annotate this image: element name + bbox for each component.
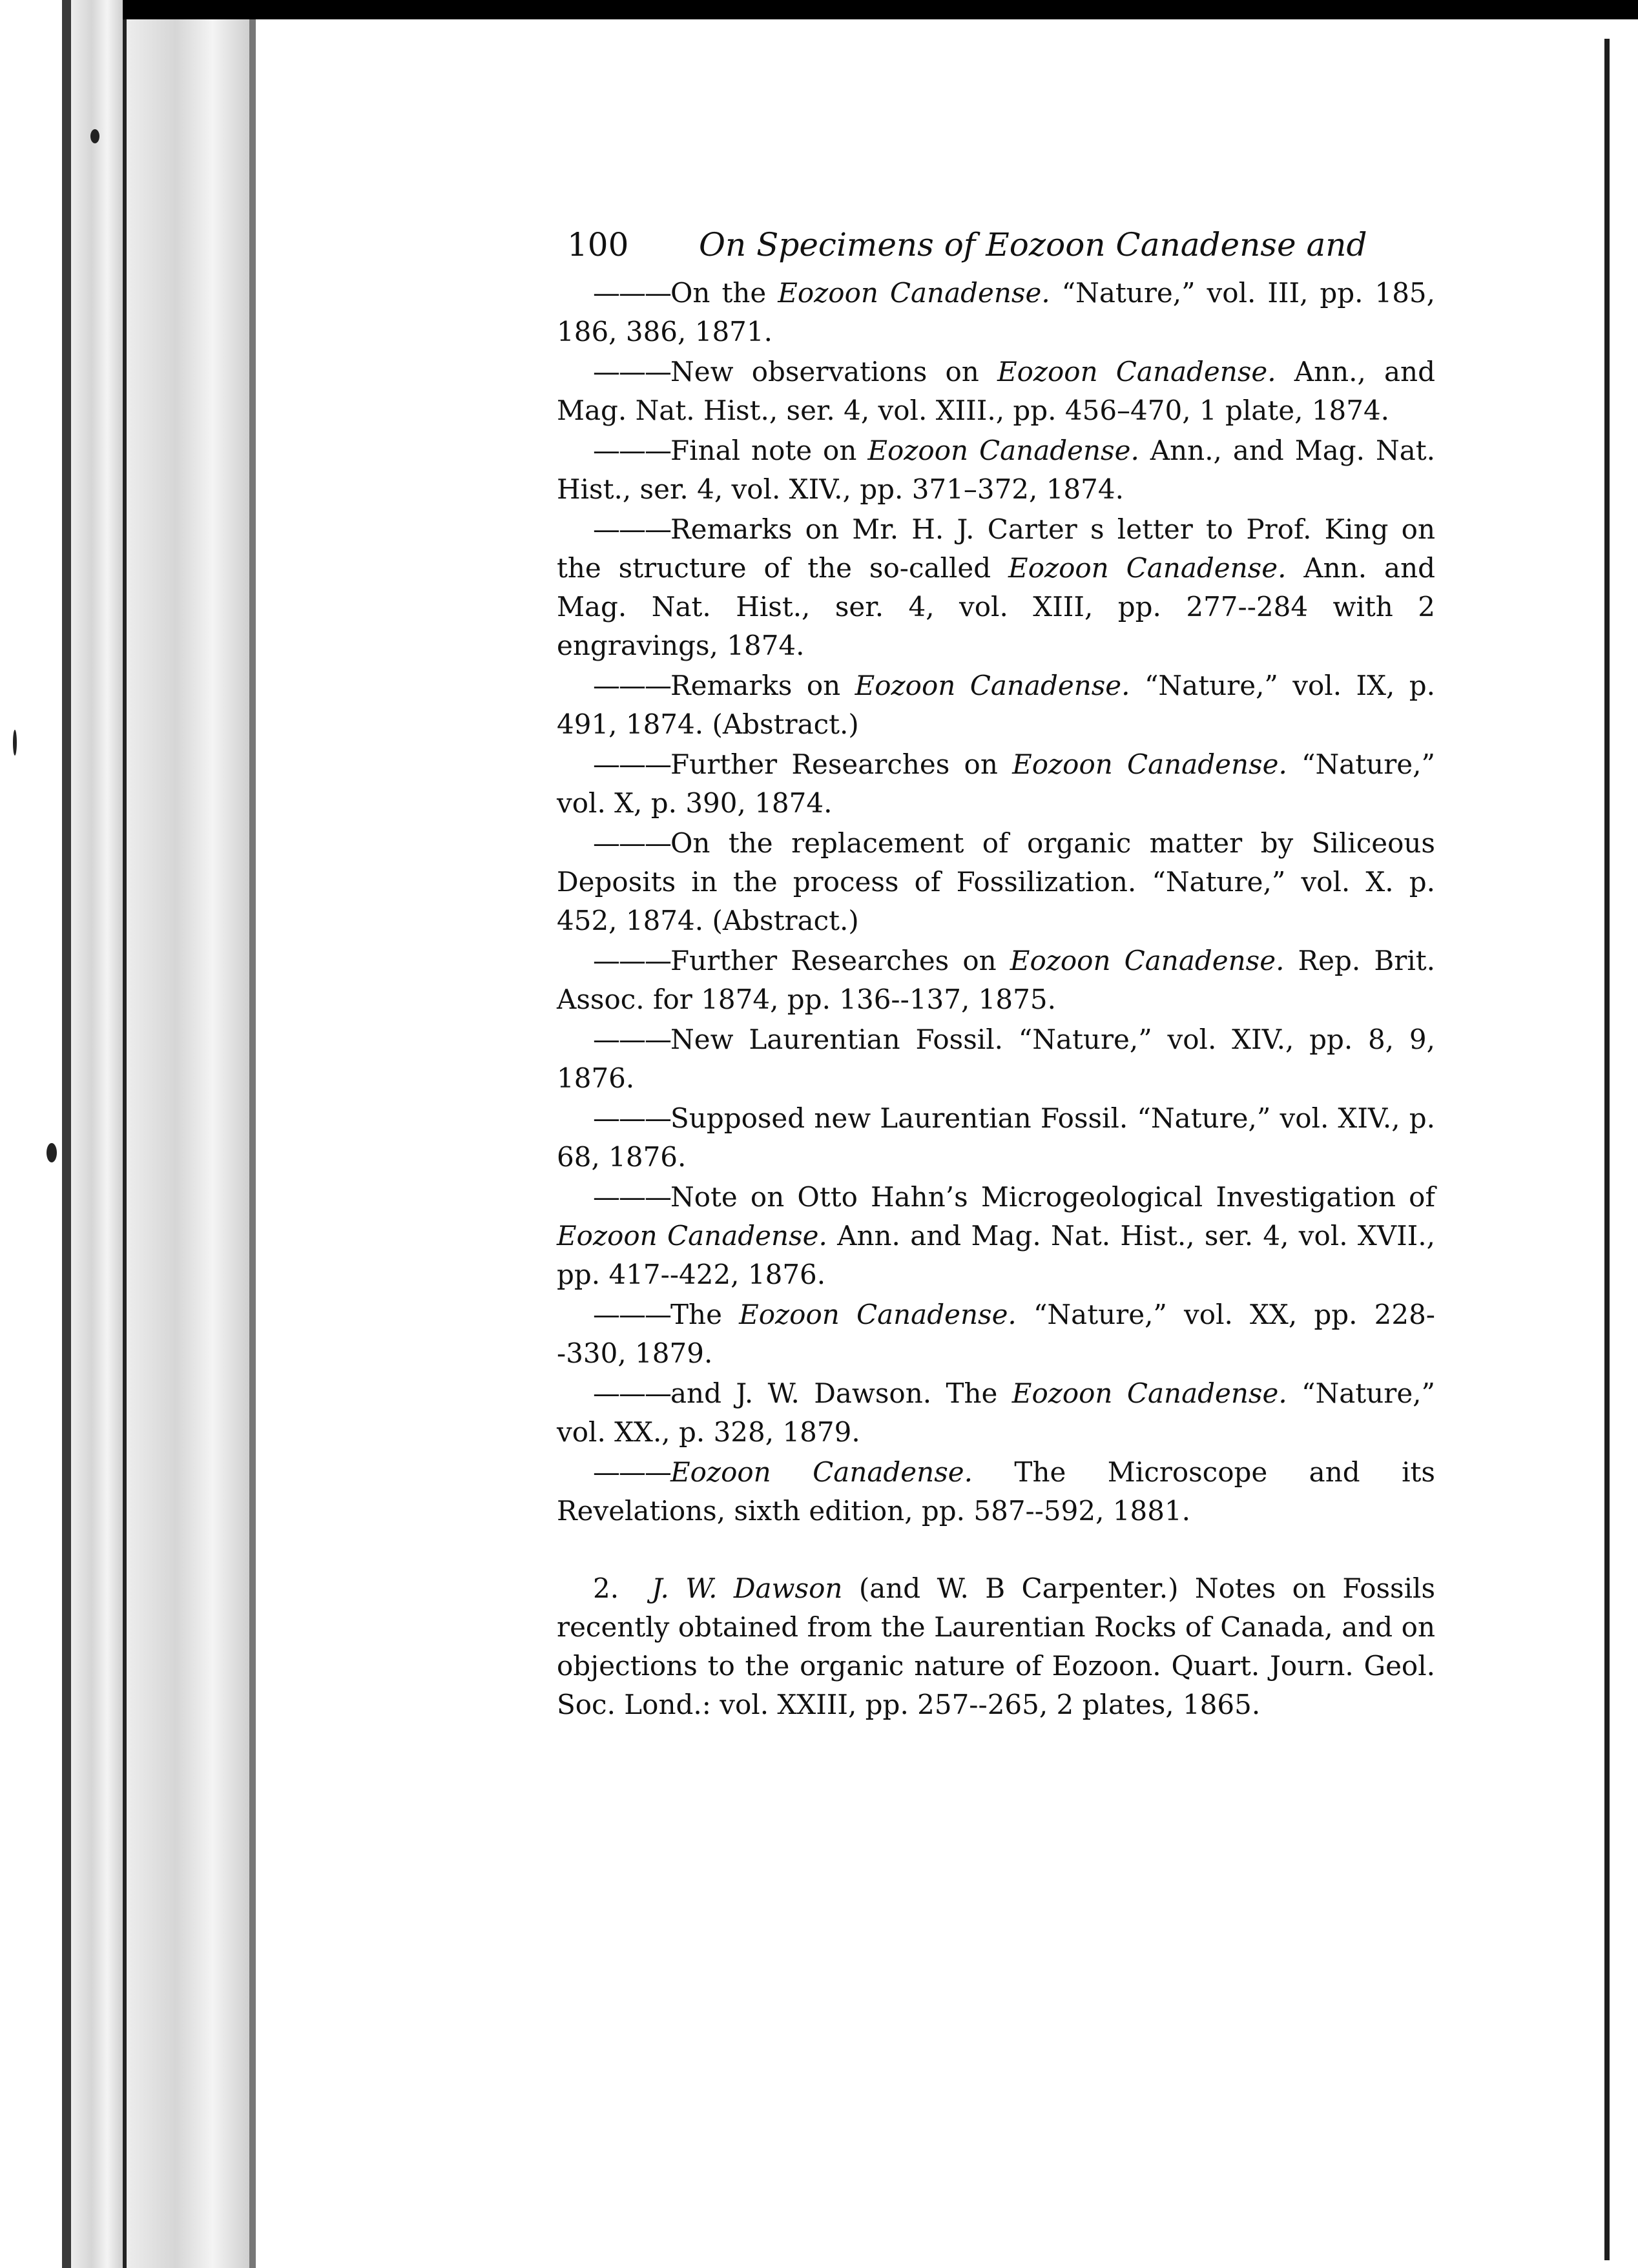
entry-text: The Microscope and its Revelations, sixth edition, pp. 587--592, 1881. xyxy=(557,1456,1435,1527)
entry-dash: ——— xyxy=(593,1377,670,1409)
entry-dash: ——— xyxy=(593,827,670,859)
entry-dash: ——— xyxy=(593,1102,670,1134)
entry-dash: ——— xyxy=(593,513,670,545)
entry-number: 2. xyxy=(593,1572,619,1604)
scan-speck xyxy=(13,730,17,756)
entry-dash: ——— xyxy=(593,277,670,309)
entry-title: Eozoon Canadense. xyxy=(867,435,1139,466)
running-title: On Specimens of Eozoon Canadense and xyxy=(699,226,1367,263)
entry-dash: ——— xyxy=(593,1456,670,1488)
bibliography-entry xyxy=(557,824,1435,940)
bibliography-entry xyxy=(557,510,1435,665)
entry-text: (and W. B Carpenter.) Notes on Fossils recently obtained from the Laurentian Rocks of Canada, and on objections to the organic nature of Eozoon. Quart. Journ. Geol. Soc. Lond.: vol. XXIII, pp. 257--265, 2 plates, 1865. xyxy=(557,1572,1436,1720)
entry-dash: ——— xyxy=(593,748,670,780)
numbered-bibliography-entry xyxy=(557,1569,1435,1724)
bibliography-entry xyxy=(557,1099,1435,1177)
bibliography-entry xyxy=(557,431,1435,509)
bibliography-entry xyxy=(557,1374,1435,1452)
entry-text: The xyxy=(670,1299,740,1330)
bibliography-entry xyxy=(557,274,1435,351)
bibliography-entry xyxy=(557,1020,1435,1098)
entry-text: Final note on xyxy=(670,435,868,466)
bibliography-entry xyxy=(557,745,1435,823)
entry-dash: ——— xyxy=(593,1181,670,1213)
bibliography-entry xyxy=(557,1453,1435,1531)
scan-speck xyxy=(90,129,99,143)
entry-dash: ——— xyxy=(593,1299,670,1330)
entry-text: Ann., and Mag. Nat. Hist., ser. 4, vol. XIII., pp. 456–470, 1 plate, 1874. xyxy=(557,356,1435,426)
bibliography-entry xyxy=(557,942,1435,1019)
entry-author: J. W. Dawson xyxy=(651,1572,843,1604)
bibliography-entry xyxy=(557,1178,1435,1294)
entry-text: New Laurentian Fossil. “Nature,” vol. XIV., pp. 8, 9, 1876. xyxy=(557,1024,1435,1094)
entry-title: Eozoon Canadense. xyxy=(1010,945,1285,976)
entry-title: Eozoon Canadense. xyxy=(670,1456,973,1488)
entry-title: Eozoon Canadense. xyxy=(997,356,1276,387)
entry-text: “Nature,” vol. III, pp. 185, 186, 386, 1871. xyxy=(557,277,1435,347)
entry-dash: ——— xyxy=(593,435,670,466)
gutter-band xyxy=(71,0,123,2268)
entry-text: Ann. and Mag. Nat. Hist., ser. 4, vol. XVII., pp. 417--422, 1876. xyxy=(557,1220,1435,1290)
entry-text: “Nature,” vol. IX, p. 491, 1874. (Abstract.) xyxy=(557,670,1435,740)
gutter-shadow xyxy=(62,0,71,2268)
entry-title: Eozoon Canadense. xyxy=(1011,1377,1287,1409)
entry-text: “Nature,” vol. XX, pp. 228--330, 1879. xyxy=(557,1299,1435,1369)
entry-text: Note on Otto Hahn’s Microgeological Investigation of xyxy=(670,1181,1435,1213)
page-edge-stack xyxy=(127,0,249,2268)
entry-text: “Nature,” vol. X, p. 390, 1874. xyxy=(557,748,1435,819)
entry-text: Supposed new Laurentian Fossil. “Nature,” vol. XIV., p. 68, 1876. xyxy=(557,1102,1435,1173)
scan-speck xyxy=(47,1143,57,1162)
page-header xyxy=(557,220,1435,270)
entry-title: Eozoon Canadense. xyxy=(1012,748,1287,780)
scan-top-border xyxy=(123,0,1638,19)
book-gutter xyxy=(0,0,265,2268)
entry-text: Further Researches on xyxy=(670,945,1010,976)
entry-title: Eozoon Canadense. xyxy=(1008,552,1287,584)
entry-text: Further Researches on xyxy=(670,748,1013,780)
bibliography-list xyxy=(557,274,1435,1531)
entry-dash: ——— xyxy=(593,1024,670,1055)
entry-title: Eozoon Canadense. xyxy=(739,1299,1017,1330)
entry-title: Eozoon Canadense. xyxy=(557,1220,827,1252)
scan-right-border xyxy=(1604,39,1610,2260)
page-number: 100 xyxy=(567,226,629,263)
entry-title: Eozoon Canadense. xyxy=(855,670,1130,701)
bibliography-entry xyxy=(557,1295,1435,1373)
bibliography-entry xyxy=(557,666,1435,744)
entry-text: “Nature,” vol. XX., p. 328, 1879. xyxy=(557,1377,1435,1448)
entry-dash: ——— xyxy=(593,945,670,976)
entry-text: Remarks on Mr. H. J. Carter s letter to Prof. King on the structure of the so-called xyxy=(557,513,1435,584)
entry-text: Ann. and Mag. Nat. Hist., ser. 4, vol. XIII, pp. 277--284 with 2 engravings, 1874. xyxy=(557,552,1436,661)
entry-text: Ann., and Mag. Nat. Hist., ser. 4, vol. XIV., pp. 371–372, 1874. xyxy=(557,435,1435,505)
entry-dash: ——— xyxy=(593,356,670,387)
page-text-block xyxy=(557,220,1435,1751)
entry-text: Rep. Brit. Assoc. for 1874, pp. 136--137, 1875. xyxy=(557,945,1435,1015)
entry-title: Eozoon Canadense. xyxy=(778,277,1050,309)
entry-dash: ——— xyxy=(593,670,670,701)
page-edge-shadow xyxy=(249,0,256,2268)
entry-text: New observations on xyxy=(670,356,997,387)
entry-text: and J. W. Dawson. The xyxy=(670,1377,1012,1409)
entry-text: Remarks on xyxy=(670,670,855,701)
entry-text: On the replacement of organic matter by Siliceous Deposits in the process of Fossilization. “Nature,” vol. X. p. 452, 1874. (Abstract.) xyxy=(557,827,1435,936)
entry-text: On the xyxy=(670,277,778,309)
bibliography-entry xyxy=(557,353,1435,430)
